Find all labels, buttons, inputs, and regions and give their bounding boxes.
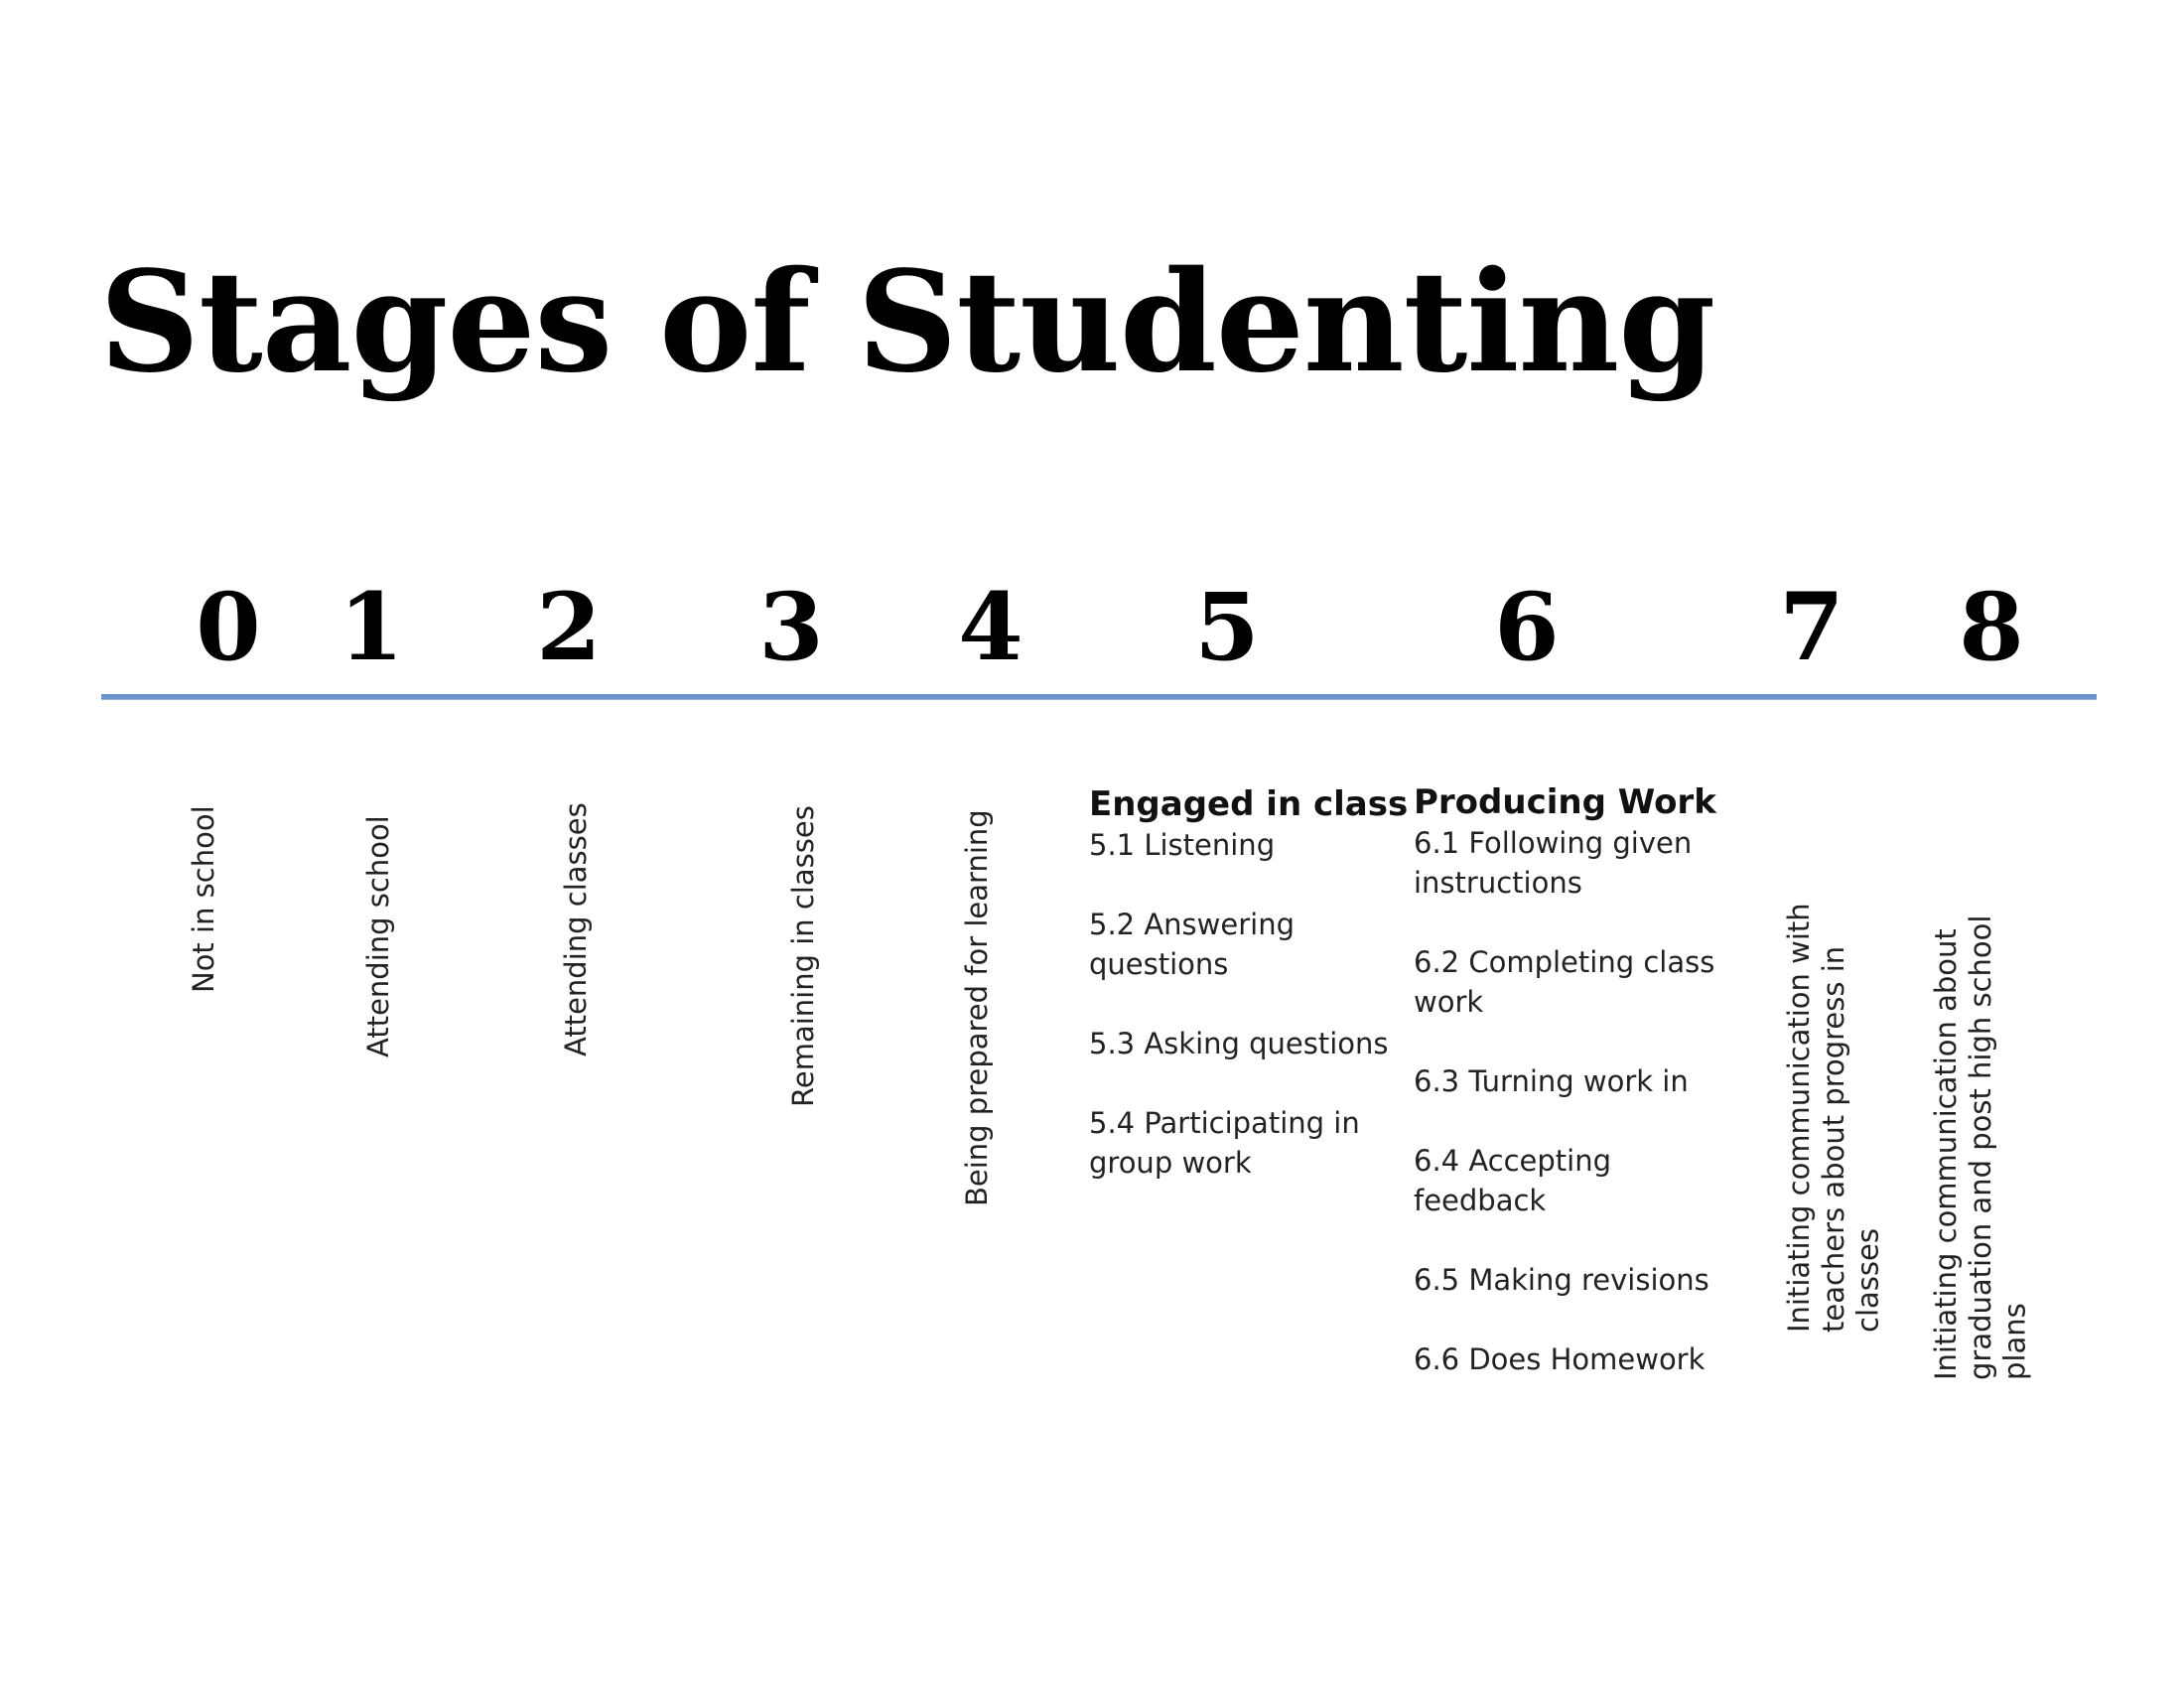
stage-6-item: 6.2 Completing class work [1414,944,1715,1019]
stage-6-item: 6.6 Does Homework [1414,1341,1706,1376]
stage-5-heading: Engaged in class [1089,784,1409,824]
stage-number-2: 2 [536,573,602,682]
stage-number-1: 1 [339,573,404,682]
timeline-line [101,694,2097,699]
stage-number-0: 0 [196,573,261,682]
stage-number-7: 7 [1779,573,1844,682]
stage-6-item: 6.5 Making revisions [1414,1262,1709,1297]
stage-label-7: Initiating communication with teachers about progress in classes [1782,903,1885,1333]
stage-5-item: 5.4 Participating in group work [1089,1105,1360,1180]
stage-5-items [1089,825,1392,1183]
stage-6-item: 6.3 Turning work in [1414,1063,1689,1098]
stage-6-heading: Producing Work [1414,782,1716,822]
stage-5-item: 5.1 Listening [1089,827,1276,862]
stage-label-1: Attending school [361,815,395,1057]
stage-number-6: 6 [1494,573,1560,682]
stage-number-4: 4 [958,573,1024,682]
stage-5-item: 5.2 Answering questions [1089,907,1295,981]
stage-label-2: Attending classes [559,802,593,1056]
stage-5-item: 5.3 Asking questions [1089,1026,1389,1060]
stage-6-group [1414,782,1726,1419]
stage-number-5: 5 [1194,573,1260,682]
page-title: Stages of Studenting [99,241,1715,404]
stage-number-3: 3 [758,573,824,682]
stage-label-0: Not in school [187,805,220,993]
stage-6-item: 6.4 Accepting feedback [1414,1143,1612,1217]
stage-label-4: Being prepared for learning [960,809,994,1206]
stage-label-3: Remaining in classes [786,805,820,1107]
stage-6-item: 6.1 Following given instructions [1414,825,1693,900]
stage-number-8: 8 [1959,573,2024,682]
stage-5-group [1089,784,1409,1222]
stage-6-items [1414,823,1726,1379]
stage-label-8: Initiating communication about graduation and post high school plans [1929,914,2032,1380]
